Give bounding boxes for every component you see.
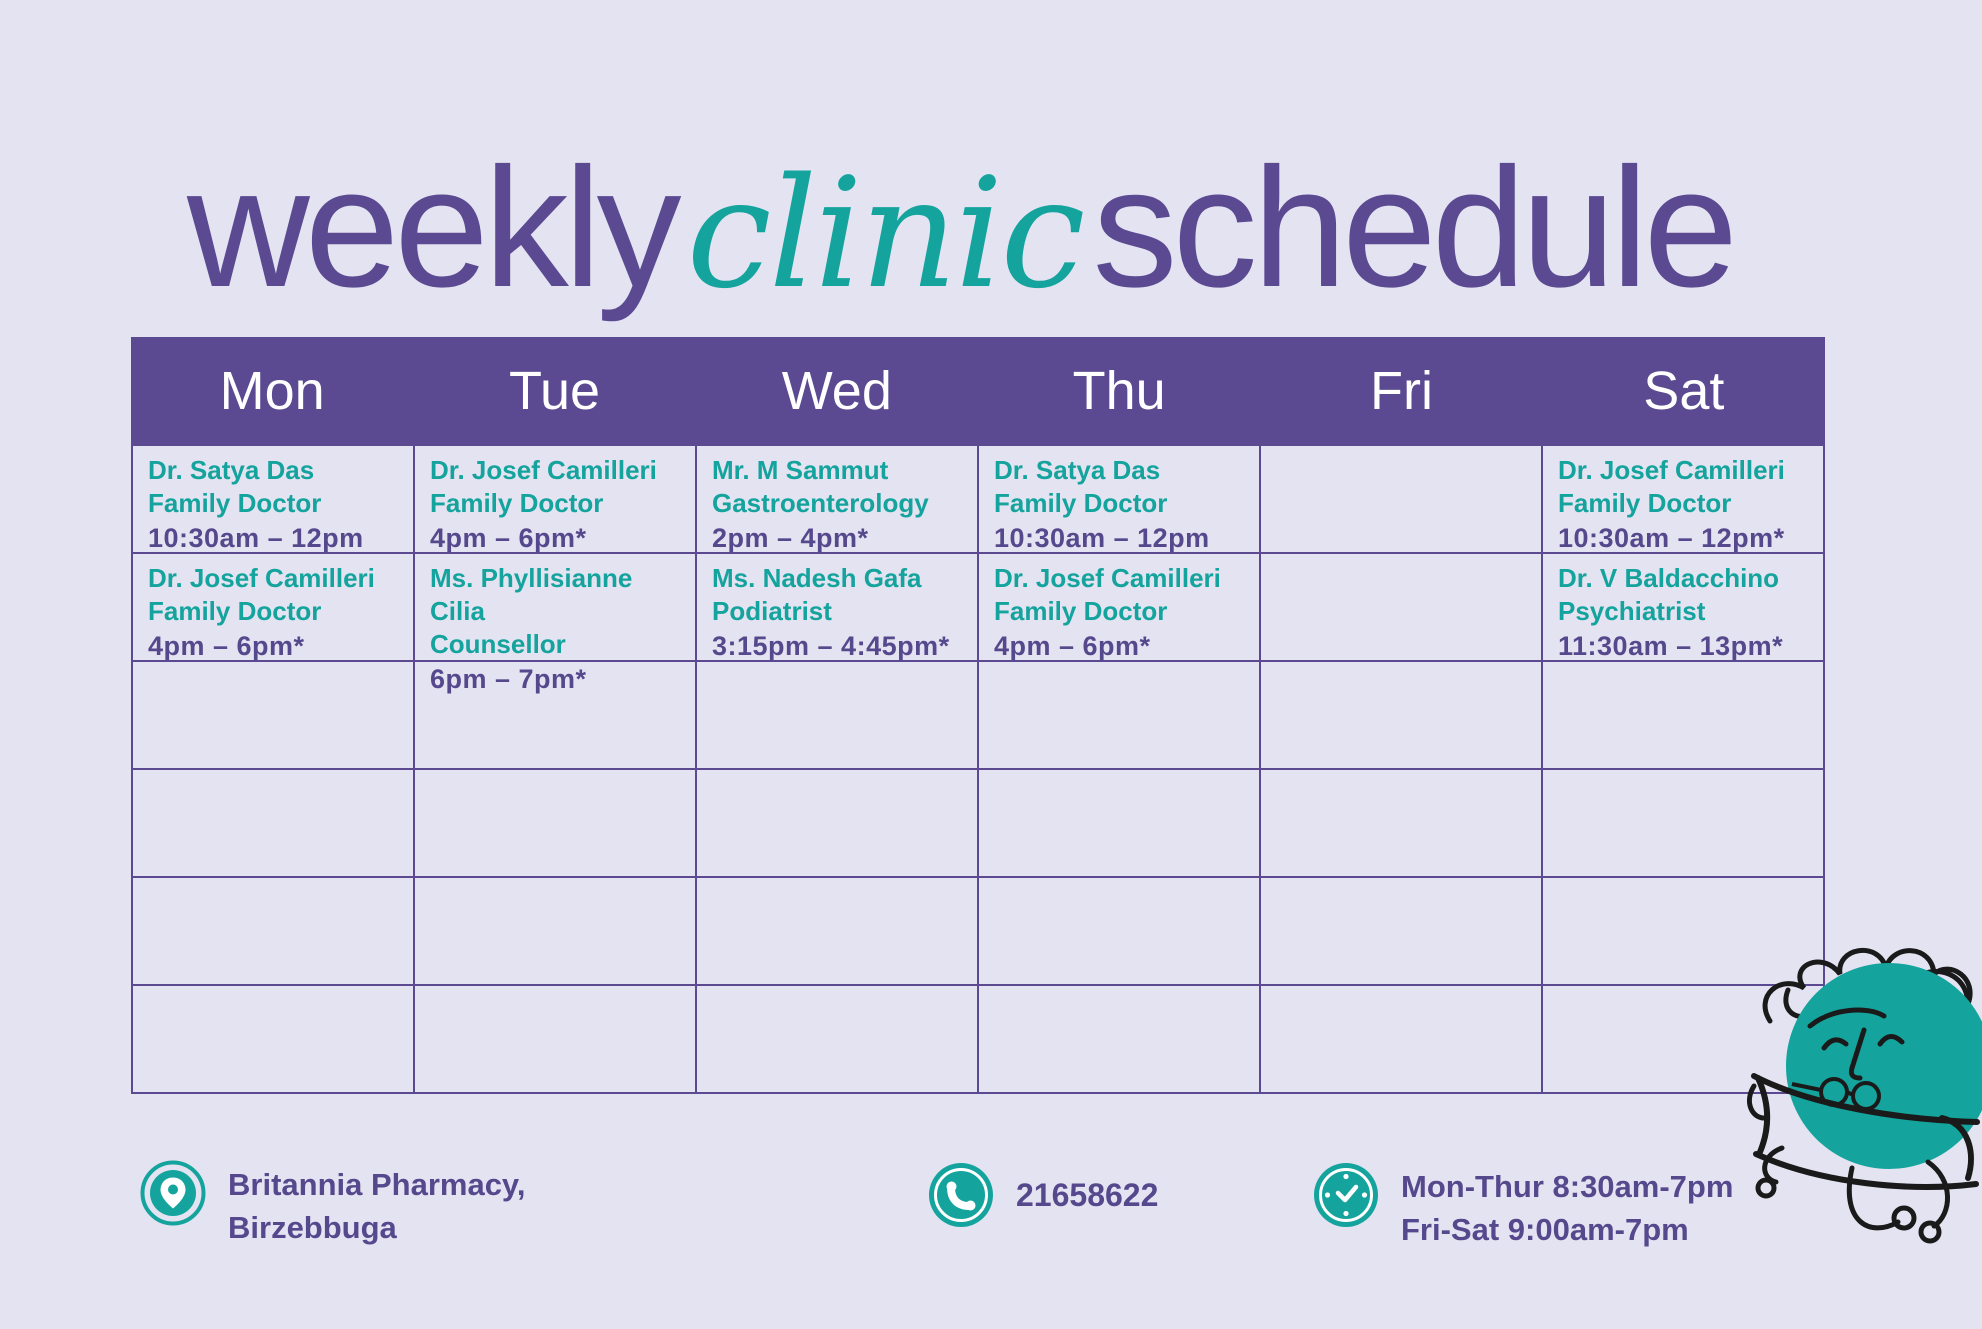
practitioner-role: Family Doctor [994,596,1168,626]
schedule-cell-wed-6 [697,984,979,1092]
schedule-cell-fri-6 [1261,984,1543,1092]
schedule-cell-sat-4 [1543,768,1825,876]
practitioner-name: Ms. Phyllisianne Cilia [430,563,633,626]
title-word-weekly: weekly [186,133,677,323]
schedule-cell-mon-6 [133,984,415,1092]
session-time: 10:30am – 12pm [148,523,364,553]
practitioner-name: Dr. Josef Camilleri [1558,455,1785,485]
practitioner-role: Podiatrist [712,596,832,626]
practitioner-name: Dr. Josef Camilleri [430,455,657,485]
location-line-1: Britannia Pharmacy, [228,1167,526,1202]
practitioner-role: Family Doctor [148,596,322,626]
phone-info [928,1162,1158,1228]
session-time: 4pm – 6pm* [430,523,587,553]
schedule-cell-wed-4 [697,768,979,876]
session-time: 10:30am – 12pm [994,523,1210,553]
schedule-cell-tue-3 [415,660,697,768]
schedule-cell-tue-2 [415,552,697,694]
practitioner-role: Gastroenterology [712,488,929,518]
day-header-tue: Tue [508,360,601,421]
practitioner-role: Counsellor [430,629,566,659]
session-time: 3:15pm – 4:45pm* [712,631,950,661]
hours-line-1: Mon-Thur 8:30am-7pm [1401,1169,1734,1204]
clock-icon [1313,1162,1379,1228]
schedule-cell-sat-1 [1543,444,1825,552]
practitioner-role: Psychiatrist [1558,596,1706,626]
title-word-clinic: clinic [686,145,1083,322]
day-header-fri: Fri [1370,360,1433,421]
practitioner-name: Dr. Satya Das [148,455,315,485]
schedule-cell-fri-3 [1261,660,1543,768]
schedule-cell-mon-5 [133,876,415,984]
schedule-cell-thu-1 [979,444,1261,552]
schedule-cell-mon-1 [133,444,415,552]
schedule-cell-sat-3 [1543,660,1825,768]
practitioner-role: Family Doctor [994,488,1168,518]
schedule-cell-tue-4 [415,768,697,876]
session-time: 4pm – 6pm* [148,631,305,661]
schedule-cell-thu-4 [979,768,1261,876]
schedule-cell-fri-4 [1261,768,1543,876]
session-time: 6pm – 7pm* [430,664,587,694]
practitioner-name: Dr. V Baldacchino [1558,563,1780,593]
page-title [0,130,1920,326]
schedule-cell-mon-3 [133,660,415,768]
schedule-cell-wed-5 [697,876,979,984]
location-line-2: Birzebbuga [228,1210,397,1245]
schedule-cell-tue-5 [415,876,697,984]
session-time: 2pm – 4pm* [712,523,869,553]
practitioner-role: Family Doctor [148,488,322,518]
location-pin-icon [140,1160,206,1226]
schedule-cell-wed-2 [697,552,979,660]
day-header-thu: Thu [1072,360,1166,421]
day-header-sat: Sat [1643,360,1725,421]
practitioner-name: Mr. M Sammut [712,455,889,485]
schedule-cell-mon-2 [133,552,415,660]
schedule-cell-thu-2 [979,552,1261,660]
table-body [131,444,1825,1094]
practitioner-name: Dr. Josef Camilleri [994,563,1221,593]
practitioner-name: Dr. Satya Das [994,455,1161,485]
schedule-table [131,337,1825,1094]
opening-hours-info [1313,1162,1733,1251]
schedule-cell-wed-3 [697,660,979,768]
schedule-cell-fri-2 [1261,552,1543,660]
location-info [140,1160,525,1249]
day-header-wed: Wed [781,360,892,421]
table-header-row [131,337,1825,444]
schedule-cell-tue-6 [415,984,697,1092]
schedule-cell-mon-4 [133,768,415,876]
masked-doctor-mascot [1752,926,1982,1276]
practitioner-name: Ms. Nadesh Gafa [712,563,922,593]
schedule-cell-thu-3 [979,660,1261,768]
practitioner-name: Dr. Josef Camilleri [148,563,375,593]
hours-line-2: Fri-Sat 9:00am-7pm [1401,1212,1689,1247]
schedule-cell-wed-1 [697,444,979,552]
title-word-schedule: schedule [1092,133,1734,323]
practitioner-role: Family Doctor [1558,488,1732,518]
phone-number: 21658622 [1016,1177,1159,1213]
schedule-cell-sat-2 [1543,552,1825,660]
schedule-cell-thu-5 [979,876,1261,984]
practitioner-role: Family Doctor [430,488,604,518]
schedule-cell-thu-6 [979,984,1261,1092]
session-time: 10:30am – 12pm* [1558,523,1785,553]
phone-icon [928,1162,994,1228]
schedule-cell-fri-1 [1261,444,1543,552]
schedule-cell-fri-5 [1261,876,1543,984]
session-time: 4pm – 6pm* [994,631,1151,661]
schedule-cell-tue-1 [415,444,697,552]
session-time: 11:30am – 13pm* [1558,631,1784,661]
day-header-mon: Mon [219,360,325,421]
